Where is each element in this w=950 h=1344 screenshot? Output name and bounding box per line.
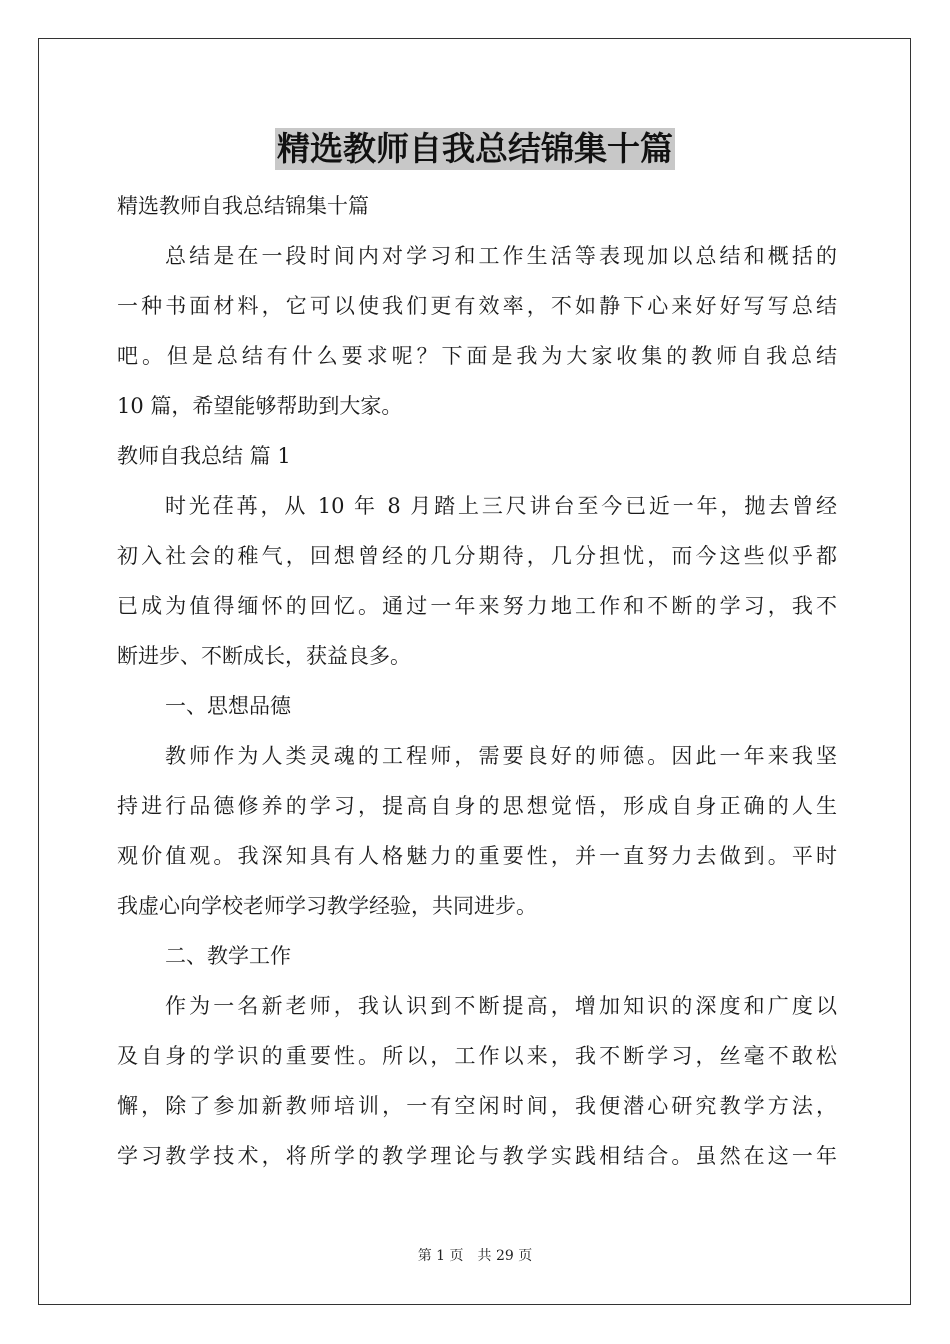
text-line: 观价值观。我深知具有人格魅力的重要性，并一直努力去做到。平时 [117, 844, 837, 868]
page-number: 第 1 页 [417, 1248, 464, 1264]
text-line: 学习教学技术，将所学的教学理论与教学实践相结合。虽然在这一年 [117, 1144, 837, 1168]
document-body [117, 181, 837, 1181]
text-line: 二、教学工作 [165, 944, 291, 968]
text-line: 10 篇，希望能够帮助到大家。 [117, 394, 403, 418]
text-line: 教师作为人类灵魂的工程师，需要良好的师德。因此一年来我坚 [165, 744, 837, 768]
text-line: 一种书面材料，它可以使我们更有效率，不如静下心来好好写写总结 [117, 294, 837, 318]
title-container [0, 128, 950, 170]
page-footer [0, 1246, 950, 1266]
text-line: 我虚心向学校老师学习教学经验，共同进步。 [117, 894, 537, 918]
text-line: 吧。但是总结有什么要求呢？下面是我为大家收集的教师自我总结 [117, 344, 837, 368]
text-line: 作为一名新老师，我认识到不断提高，增加知识的深度和广度以 [165, 994, 837, 1018]
text-line: 教师自我总结 篇 1 [117, 444, 291, 468]
text-line: 懈，除了参加新教师培训，一有空闲时间，我便潜心研究教学方法， [117, 1094, 837, 1118]
text-line: 总结是在一段时间内对学习和工作生活等表现加以总结和概括的 [165, 244, 837, 268]
text-line: 一、思想品德 [165, 694, 291, 718]
text-line: 时光荏苒，从 10 年 8 月踏上三尺讲台至今已近一年，抛去曾经 [165, 494, 837, 518]
text-line: 初入社会的稚气，回想曾经的几分期待，几分担忧，而今这些似乎都 [117, 544, 837, 568]
text-line: 持进行品德修养的学习，提高自身的思想觉悟，形成自身正确的人生 [117, 794, 837, 818]
text-line: 及自身的学识的重要性。所以，工作以来，我不断学习，丝毫不敢松 [117, 1044, 837, 1068]
document-title: 精选教师自我总结锦集十篇 [277, 129, 673, 168]
total-pages: 共 29 页 [477, 1248, 533, 1264]
text-line: 精选教师自我总结锦集十篇 [117, 194, 369, 218]
text-line: 已成为值得缅怀的回忆。通过一年来努力地工作和不断的学习，我不 [117, 594, 837, 618]
text-line: 断进步、不断成长，获益良多。 [117, 644, 411, 668]
